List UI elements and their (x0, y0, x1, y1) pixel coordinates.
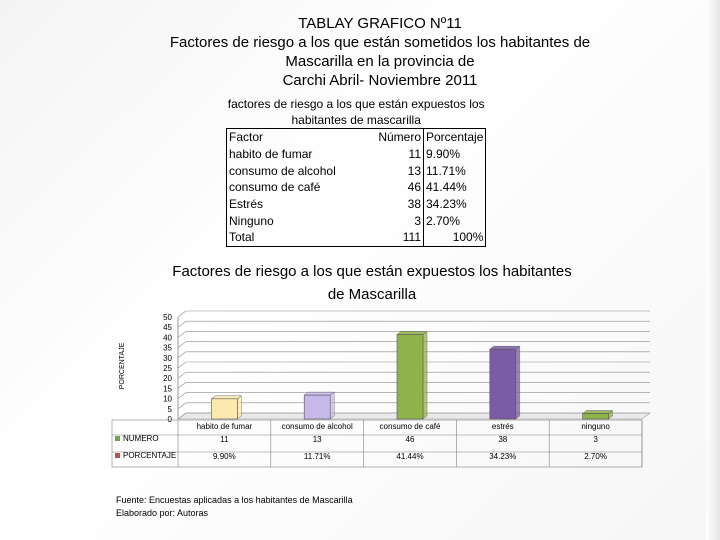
bar-top (397, 331, 427, 334)
data-label: 11.71% (303, 452, 331, 461)
data-label: 13 (312, 435, 322, 444)
data-label: 3 (593, 435, 598, 444)
footer-source: Fuente: Encuestas aplicadas a los habitantes de Mascarilla (116, 495, 353, 505)
data-label: 46 (405, 435, 415, 444)
bar-side (423, 331, 427, 419)
cell-factor: consumo de alcohol (227, 162, 360, 179)
data-label: 38 (498, 435, 508, 444)
chart-title (172, 263, 571, 303)
y-tick-label: 10 (163, 394, 172, 404)
x-tick-label: ninguno (581, 422, 610, 431)
cell-numero: 46 (407, 180, 421, 195)
data-label: 11 (220, 435, 229, 444)
cell-porcentaje: 2.70% (424, 212, 486, 229)
legend-series-name: NUMERO (123, 434, 159, 443)
data-table-legend (112, 420, 642, 467)
bar (583, 413, 609, 419)
x-tick-label: estrés (491, 422, 514, 431)
header-porcentaje: Porcentaje (424, 129, 486, 146)
bar-top (304, 392, 334, 395)
bar-side (237, 396, 241, 419)
title-line-3: Mascarilla en la provincia de (285, 53, 475, 70)
y-axis-label: PORCENTAJE (119, 342, 126, 390)
bar-side (330, 392, 334, 419)
y-tick-label: 40 (163, 333, 172, 343)
bar (304, 395, 330, 419)
cell-porcentaje: 9.90% (424, 146, 486, 163)
cell-factor: Ninguno (227, 212, 360, 229)
cell-numero: 3 (414, 213, 421, 228)
y-tick-label: 35 (163, 343, 172, 353)
legend-swatch (115, 436, 120, 441)
x-tick-label: habito de fumar (196, 422, 253, 431)
cell-numero: 11 (408, 147, 421, 162)
cell-numero: 38 (407, 197, 421, 212)
data-label: 41.44% (396, 452, 424, 461)
gridline-depth (178, 352, 186, 358)
cell-factor: consumo de café (227, 179, 360, 196)
title-line-1: TABLAY GRAFICO Nº11 (298, 15, 462, 32)
cell-porcentaje: 100% (424, 229, 486, 246)
gridline-depth (178, 311, 186, 317)
cell-porcentaje: 11.71% (424, 162, 486, 179)
chart-title-line-1: Factores de riesgo a los que están expuestos los habitantes (172, 263, 572, 280)
cell-numero: 13 (407, 163, 421, 178)
gridline-depth (178, 393, 186, 399)
footer-author: Elaborado por: Autoras (116, 508, 209, 518)
data-label: 34.23% (489, 452, 517, 461)
y-tick-label: 20 (163, 374, 172, 384)
header-numero: Número (359, 129, 424, 146)
bar-top (583, 410, 613, 413)
gridline-depth (178, 331, 186, 337)
bar (397, 334, 423, 419)
bar-top (211, 396, 241, 399)
bar-top (490, 346, 520, 349)
cell-factor: Total (227, 229, 360, 246)
chart-title-line-2: de Mascarilla (327, 286, 417, 303)
cell-porcentaje: 34.23% (424, 196, 486, 213)
gridline-depth (178, 321, 186, 327)
data-label: 9.90% (213, 452, 236, 461)
gridline-depth (178, 382, 186, 388)
y-tick-label: 30 (163, 353, 172, 363)
y-tick-label: 15 (163, 384, 172, 394)
data-label: 2.70% (584, 452, 607, 461)
plot-area (163, 311, 650, 424)
title-line-4: Carchi Abril- Noviembre 2011 (282, 72, 478, 89)
table-caption-line-1: factores de riesgo a los que están expuestos los (227, 97, 485, 111)
gridline-depth (178, 372, 186, 378)
bar (490, 349, 516, 419)
legend-swatch (115, 453, 120, 458)
cell-numero: 111 (359, 229, 424, 246)
footer (116, 494, 353, 520)
table-caption-line-2: habitantes de mascarilla (291, 113, 421, 127)
gridline-depth (178, 362, 186, 368)
bar-side (516, 346, 520, 419)
y-tick-label: 25 (163, 364, 172, 373)
bar (211, 399, 237, 419)
gridline-depth (178, 342, 186, 348)
cell-porcentaje: 41.44% (424, 179, 486, 196)
y-tick-label: 45 (163, 323, 172, 333)
x-tick-label: consumo de alcohol (281, 422, 353, 431)
y-tick-label: 5 (167, 404, 172, 414)
y-tick-label: 0 (167, 415, 172, 424)
x-tick-label: consumo de café (379, 422, 441, 431)
y-tick-label: 50 (163, 313, 172, 322)
gridline-depth (178, 403, 186, 409)
title-line-2: Factores de riesgo a los que están sometidos los habitantes de (169, 34, 591, 51)
legend-table-border (112, 420, 642, 467)
cell-factor: Estrés (227, 196, 360, 213)
header-factor: Factor (227, 129, 360, 146)
legend-series-name: PORCENTAJE (123, 451, 177, 460)
cell-factor: habito de fumar (227, 146, 360, 163)
